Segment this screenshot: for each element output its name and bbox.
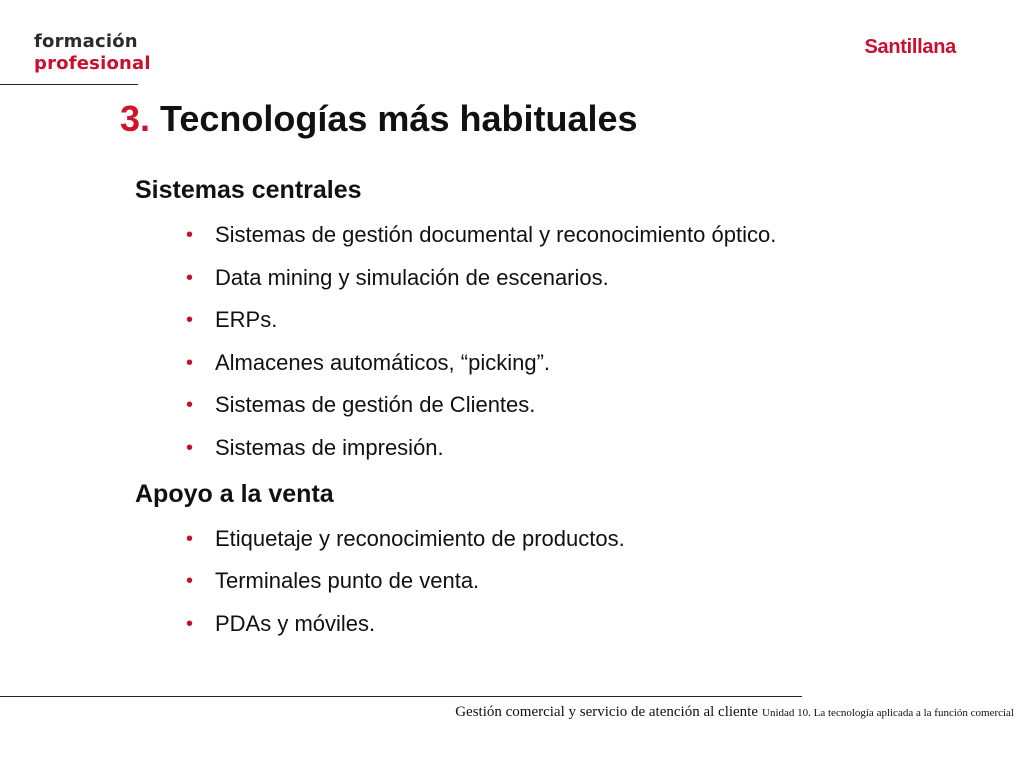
slide-title-number: 3.	[120, 98, 151, 139]
footer-divider	[0, 696, 802, 697]
santillana-logo: Santillana	[864, 36, 956, 58]
list-item-text: Sistemas de gestión de Clientes.	[215, 392, 536, 418]
bullet-icon: •	[186, 570, 194, 593]
list-item-text: Terminales punto de venta.	[215, 568, 480, 594]
bullet-icon: •	[186, 309, 194, 332]
list-item	[135, 390, 995, 420]
bullet-icon: •	[186, 527, 194, 550]
list-item-text: Sistemas de impresión.	[215, 434, 444, 460]
list-item	[135, 566, 995, 596]
bullet-icon: •	[186, 351, 194, 374]
logo-line-profesional: profesional	[34, 53, 151, 74]
slide-title	[120, 98, 638, 140]
section-heading: Sistemas centrales	[135, 176, 362, 204]
slide-content	[135, 172, 995, 651]
bullet-list	[135, 220, 995, 463]
bullet-icon: •	[186, 612, 194, 635]
list-item-text: Etiquetaje y reconocimiento de productos.	[215, 525, 625, 551]
section-apoyo-a-la-venta	[135, 476, 995, 639]
list-item	[135, 220, 995, 250]
bullet-icon: •	[186, 266, 194, 289]
bullet-icon: •	[186, 436, 194, 459]
list-item	[135, 305, 995, 335]
footer-course-title: Gestión comercial y servicio de atención al cliente	[455, 704, 759, 720]
footer	[455, 703, 1014, 721]
list-item-text: ERPs.	[215, 307, 278, 333]
logo-line-formacion: formación	[34, 31, 138, 52]
list-item-text: PDAs y móviles.	[215, 610, 376, 636]
bullet-list	[135, 524, 995, 639]
list-item-text: Sistemas de gestión documental y reconocimiento óptico.	[215, 222, 777, 247]
section-sistemas-centrales	[135, 172, 995, 463]
list-item	[135, 524, 995, 554]
formacion-profesional-logo	[34, 33, 151, 73]
footer-unit-title: Unidad 10. La tecnología aplicada a la función comercial	[762, 707, 1014, 719]
slide-title-text: Tecnologías más habituales	[160, 98, 638, 139]
list-item-text: Data mining y simulación de escenarios.	[215, 264, 609, 290]
bullet-icon: •	[186, 224, 194, 246]
section-heading: Apoyo a la venta	[135, 479, 334, 508]
list-item	[135, 263, 995, 293]
list-item	[135, 348, 995, 378]
bullet-icon: •	[186, 394, 194, 417]
list-item	[135, 609, 995, 639]
list-item	[135, 433, 995, 463]
list-item-text: Almacenes automáticos, “picking”.	[215, 349, 551, 375]
logo-divider	[0, 84, 138, 85]
